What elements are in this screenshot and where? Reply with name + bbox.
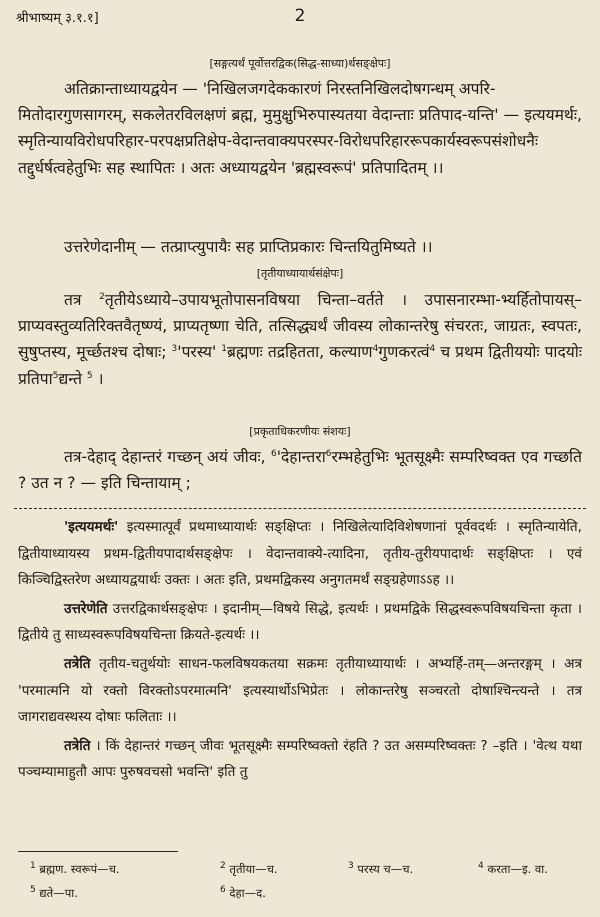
section-title: [तृतीयाध्यायार्थसंक्षेपः]: [256, 267, 344, 280]
section-title: [प्रकृताधिकरणीयः संशयः]: [249, 425, 351, 438]
footnote: $^5$ द्यते—पा.: [30, 885, 78, 900]
footnote-mark: 4: [372, 344, 379, 355]
main-text: देहान्तरा: [281, 448, 326, 466]
footnote-rule: [18, 851, 178, 852]
footnote: $^4$ करता—इ. वा.: [478, 861, 548, 876]
commentary-lemma: 'इत्ययमर्थः': [64, 519, 119, 535]
footnote: $^3$ परस्य च—च.: [348, 861, 414, 876]
footnote-mark: 5: [86, 370, 93, 381]
commentary-text: इत्यस्मात्पूर्वं प्रथमाध्यायार्थः सङ्क्षिप्तः । निखिलेत्यादिविशेषणानां पूर्ववदर्थः । स्मृतिन्यायेति, द्वितीयाध्यायस्य प्रथम-द्वितीयपादार्थसङ्क्षेपः । वेदान्तवाक्ये-त्यादिना, तृतीय-तुरीयपादार्थः सङ्क्षिप्तः । एवं किञ्चिद्विस्तरेण अध्यायद्वयार्थः उक्तः । अतः इति, प्रथमद्विकस्य अनुगतमर्थं सङ्ग्रहेणाऽऽह ।।: [18, 519, 583, 589]
commentary-text: उत्तरद्विकार्थसङ्क्षेपः । इदानीम्—विषये सिद्धे, इत्यर्थः । प्रथमद्विके सिद्धस्वरूपविषयचिन्ता कृता । द्वितीये तु साध्यस्वरूपविषयचिन्ता क्रियते-इत्यर्थः ।।: [18, 600, 582, 644]
footnote: $^1$ ब्रह्मण. स्वरूपं—च.: [30, 861, 120, 876]
main-text: अतिक्रान्ताध्यायद्वयेन — 'निखिलजगदेककारणं निरस्तनिखिलदोषगन्धम् अपरि-: [64, 80, 496, 98]
commentary: [18, 514, 582, 788]
main-paragraph-1: [18, 76, 582, 181]
commentary-lemma: उत्तरेणेति: [64, 600, 108, 617]
commentary-paragraph: [18, 733, 582, 786]
section-title: [सङ्गत्यर्थं पूर्वोत्तरद्विक(सिद्ध-साध्या)र्थसङ्क्षेपः]: [209, 57, 391, 70]
footnote-mark: 6: [325, 448, 332, 459]
commentary-lemma: तत्रेति: [64, 655, 91, 672]
footnote-mark: 1: [221, 344, 227, 355]
commentary-paragraph: [18, 514, 582, 594]
section-1: [18, 56, 582, 71]
page-number: 2: [294, 6, 306, 26]
footnote-mark: 2: [99, 291, 105, 302]
footnote: $^2$ तृतीया—च.: [220, 861, 278, 876]
main-text: गुणकरत्वं: [378, 343, 430, 362]
main-paragraph-3: तत्र $^2$तृतीयेऽध्याये–उपायभूतोपासनविषया चिन्ता–वर्तते । उपासनारम्भा-भ्यर्हितोपायस्–प्राप्यवस्तुव्यतिरिक्तवैतृष्ण्यं, प्राप्यतृष्णा चेति, तत्सिद्ध्यर्थं जीवस्य लोकान्तरेषु संचरतः, जाग्रतः, स्वपतः, सुषुप्तस्य, मूर्च्छतश्च दोषाः; $^3$'परस्य' $^1$ब्रह्मणः तद्रहितता, कल्याण$^4$गुणकरत्वं$^4$ च प्रथम द्वितीययोः पादयोः प्रतिपा$^5$द्यन्ते $^5$ ।: [18, 291, 582, 388]
footnotes-row-2: [30, 886, 582, 906]
main-text: परस्य: [181, 343, 212, 362]
main-text: च प्रथम द्वितीययोः पादयोः प्रतिपा: [18, 343, 582, 388]
main-text: द्यन्ते: [58, 369, 82, 388]
footnote: $^6$ देहा—द.: [220, 885, 266, 900]
main-text: ब्रह्मणः तद्रहितता, कल्याण: [226, 343, 373, 362]
footnote-mark: 3: [171, 344, 178, 355]
commentary-lemma: तत्रेति: [64, 737, 91, 754]
main-text: उत्तरेणेदानीम् — तत्प्राप्त्युपायैः सह प्राप्तिप्रकारः चिन्तयितुमिष्यते ।।: [64, 238, 433, 256]
footnote-mark: 5: [52, 370, 59, 381]
main-paragraph-2: [18, 234, 582, 260]
footnote-mark: 4: [429, 344, 436, 355]
section-2: [18, 266, 582, 281]
main-text: तत्र-देहाद् देहान्तरं गच्छन् अयं जीवः,: [64, 448, 266, 466]
footnote-mark: 6: [271, 448, 277, 459]
commentary-paragraph: [18, 651, 582, 731]
main-text: तृतीयेऽध्याये–उपायभूतोपासनविषया चिन्ता–वर्तते । उपासनारम्भा-भ्यर्हितोपायस्–प्राप्यवस्तुव्यतिरिक्तवैतृष्ण्यं, प्राप्यतृष्णा चेति, तत्सिद्ध्यर्थं जीवस्य लोकान्तरेषु संचरतः, जाग्रतः, स्वपतः, सुषुप्तस्य, मूर्च्छतश्च दोषाः;: [18, 291, 582, 362]
running-head: श्रीभाष्यम् ३.१.१]: [16, 11, 99, 26]
footnotes-row-1: [30, 862, 582, 882]
main-paragraph-4: तत्र-देहाद् देहान्तरं गच्छन् अयं जीवः, $^6$'देहान्तरा$^6$रम्भहेतुभिः भूतसूक्ष्मैः सम्परिष्वक्त एव गच्छति ? उत न ? — इति चिन्तायाम् ;: [18, 448, 582, 493]
commentary-paragraph: [18, 596, 582, 649]
main-text: मितोदारगुणसागरम्, सकलेतरविलक्षणं ब्रह्म, मुमुक्षुभिरुपास्यतया वेदान्ताः प्रतिपाद-यन्ति' — इत्ययमर्थः, स्मृतिन्यायविरोधपरिहार-परपक्षप्रतिक्षेप-वेदान्तवाक्यपरस्पर-विरोधपरिहाररूपकार्यस्वरूपसंशोधनैः तद्दुर्धर्षत्वहेतुभिः सह स्थापितः । अतः अध्यायद्वयेन 'ब्रह्मस्वरूपं' प्रतिपादितम् ।।: [18, 106, 582, 177]
main-text: रम्भहेतुभिः भूतसूक्ष्मैः सम्परिष्वक्त एव गच्छति ? उत न ? — इति चिन्तायाम् ;: [18, 448, 582, 493]
main-text: तत्र: [64, 291, 82, 309]
section-3: [18, 424, 582, 439]
commentary-text: । किं देहान्तरं गच्छन् जीवः भूतसूक्ष्मैः सम्परिष्वक्तो रंहति ? उत असम्परिष्वक्तः ? –इति । 'वेत्थ यथा पञ्चम्यामाहुतौ आपः पुरुषवचसो भवन्ति' इति तु: [18, 737, 582, 781]
page-header: [16, 8, 584, 32]
commentary-divider: [14, 508, 586, 509]
commentary-text: तृतीय-चतुर्थयोः साधन-फलविषयकतया सक्रमः तृतीयाध्यायार्थः । अभ्यर्हि-तम्—अन्तरङ्गम् । अत्र 'परमात्मनि यो रक्तो विरक्तोऽपरमात्मनि' इत्यस्यार्थोऽभिप्रेतः । लोकान्तरेषु सञ्चरतो दोषाश्चिन्त्यन्ते । तत्र जागराद्यवस्थस्य दोषाः फलिताः ।।: [18, 655, 582, 726]
